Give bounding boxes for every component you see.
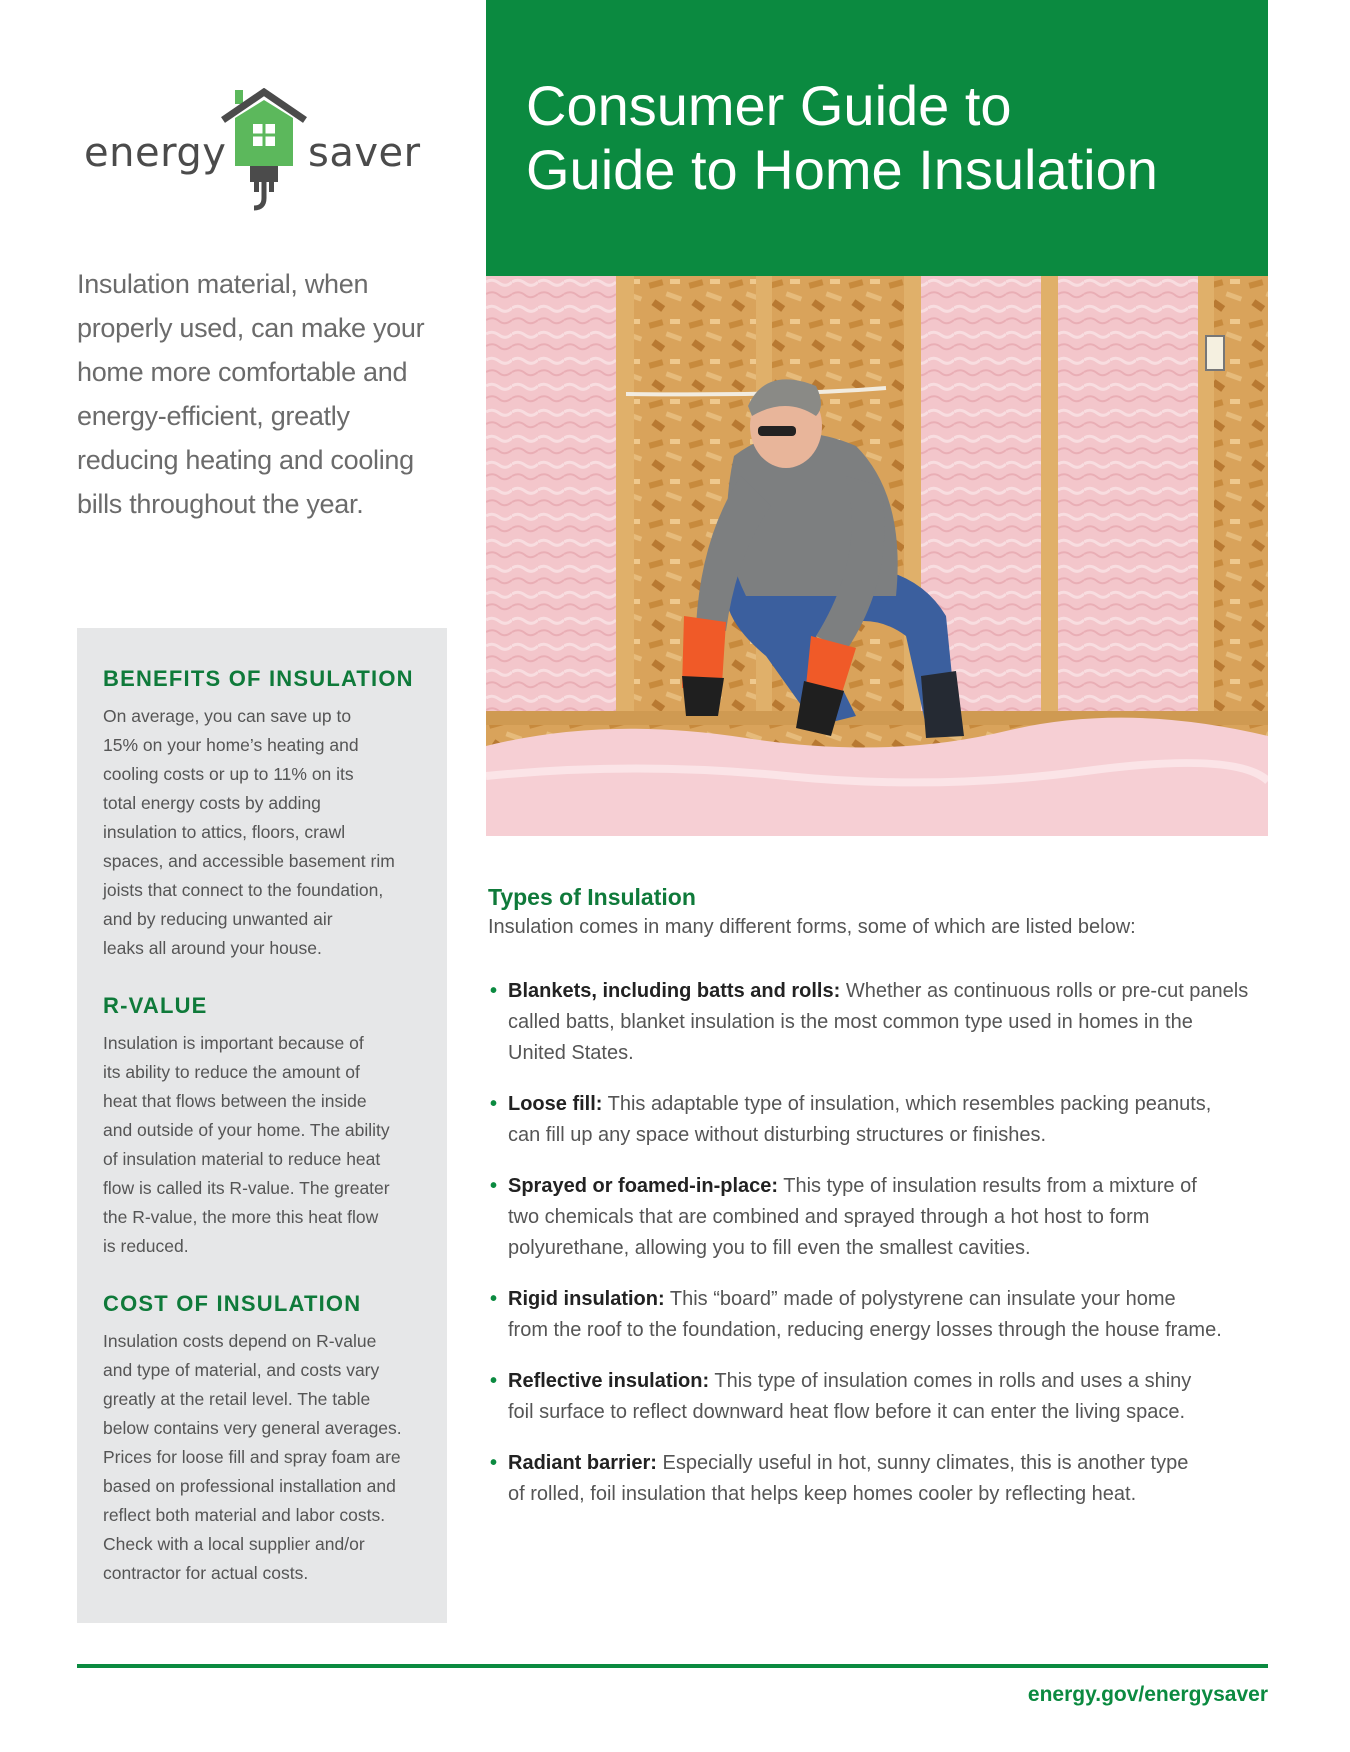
- title-line: Guide to Home Insulation: [526, 138, 1158, 201]
- text-line: Insulation is important because of: [103, 1033, 364, 1053]
- text-line: based on professional installation and: [103, 1476, 396, 1496]
- bullet: •: [490, 980, 498, 1002]
- text-line: the R-value, the more this heat flow: [103, 1207, 379, 1227]
- item-line: can fill up any space without disturbing structures or finishes.: [508, 1124, 1047, 1146]
- item-first-line: [508, 1448, 1268, 1479]
- bullet: •: [490, 1093, 498, 1115]
- text-line: reflect both material and labor costs.: [103, 1505, 386, 1525]
- item-line: of rolled, foil insulation that helps keep homes cooler by reflecting heat.: [508, 1483, 1137, 1505]
- item-line: called batts, blanket insulation is the most common type used in homes in the: [508, 1011, 1193, 1033]
- intro-line: reducing heating and cooling: [77, 445, 414, 475]
- text-line: Insulation costs depend on R-value: [103, 1331, 377, 1351]
- text-line: On average, you can save up to: [103, 706, 352, 726]
- text-line: of insulation material to reduce heat: [103, 1149, 381, 1169]
- item-line: from the roof to the foundation, reducing energy losses through the house frame.: [508, 1319, 1222, 1341]
- types-intro: Insulation comes in many different forms, some of which are listed below:: [488, 916, 1136, 938]
- item-term: Radiant barrier:: [508, 1452, 657, 1474]
- footer-link[interactable]: energy.gov/energysaver: [1027, 1683, 1268, 1706]
- intro-line: energy-efficient, greatly: [77, 401, 350, 431]
- r-value-heading: R-VALUE: [103, 993, 208, 1018]
- item-desc: This adaptable type of insulation, which resembles packing peanuts,: [602, 1093, 1212, 1115]
- intro-line: properly used, can make your: [77, 313, 425, 343]
- item-line: polyurethane, allowing you to fill even the smallest cavities.: [508, 1237, 1031, 1259]
- text-line: and by reducing unwanted air: [103, 909, 333, 929]
- man-installing-insulation-photo: [486, 276, 1268, 836]
- bullet: •: [490, 1452, 498, 1474]
- text-line: Prices for loose fill and spray foam are: [103, 1447, 401, 1467]
- intro-line: bills throughout the year.: [77, 489, 364, 519]
- text-line: joists that connect to the foundation,: [103, 880, 384, 900]
- list-item: [488, 1284, 1268, 1346]
- text-line: insulation to attics, floors, crawl: [103, 822, 346, 842]
- text-line: is reduced.: [103, 1236, 189, 1256]
- text-line: greatly at the retail level. The table: [103, 1389, 371, 1409]
- bullet: •: [490, 1288, 498, 1310]
- types-heading: Types of Insulation: [488, 884, 696, 910]
- text-line: total energy costs by adding: [103, 793, 321, 813]
- item-term: Rigid insulation:: [508, 1288, 665, 1310]
- item-desc: Whether as continuous rolls or pre-cut panels: [840, 980, 1249, 1002]
- bullet: •: [490, 1370, 498, 1392]
- title-line: Consumer Guide to: [526, 74, 1012, 137]
- sidebar-panel: [77, 628, 447, 1623]
- house-plug-icon: [221, 88, 307, 214]
- item-desc: Especially useful in hot, sunny climates, this is another type: [656, 1452, 1189, 1474]
- intro-line: home more comfortable and: [77, 357, 408, 387]
- page-title: [526, 74, 1266, 202]
- text-line: spaces, and accessible basement rim: [103, 851, 395, 871]
- item-term: Sprayed or foamed-in-place:: [508, 1175, 779, 1197]
- list-item: [488, 1089, 1268, 1151]
- title-banner: [486, 0, 1268, 276]
- text-line: below contains very general averages.: [103, 1418, 402, 1438]
- text-line: cooling costs or up to 11% on its: [103, 764, 354, 784]
- list-item: [488, 1171, 1268, 1264]
- list-item: [488, 1448, 1268, 1510]
- item-line: two chemicals that are combined and sprayed through a hot host to form: [508, 1206, 1150, 1228]
- item-desc: This “board” made of polystyrene can insulate your home: [664, 1288, 1176, 1310]
- cost-text: [103, 1327, 433, 1588]
- r-value-text: [103, 1029, 433, 1261]
- item-first-line: [508, 1366, 1268, 1397]
- footer-divider: [77, 1664, 1268, 1668]
- list-item: [488, 976, 1268, 1069]
- text-line: leaks all around your house.: [103, 938, 322, 958]
- text-line: and outside of your home. The ability: [103, 1120, 390, 1140]
- insulation-photo-illustration: [486, 276, 1268, 836]
- item-line: foil surface to reflect downward heat flow before it can enter the living space.: [508, 1401, 1186, 1423]
- item-first-line: [508, 1171, 1268, 1202]
- text-line: contractor for actual costs.: [103, 1563, 309, 1583]
- intro-paragraph: [77, 262, 437, 526]
- logo-word-energy: energy: [84, 130, 227, 176]
- benefits-heading: BENEFITS OF INSULATION: [103, 666, 414, 691]
- insulation-types-list: [488, 976, 1268, 1510]
- energy-saver-logo: [84, 88, 424, 218]
- benefits-text: [103, 702, 433, 963]
- item-term: Blankets, including batts and rolls:: [508, 980, 841, 1002]
- intro-line: Insulation material, when: [77, 269, 369, 299]
- text-line: its ability to reduce the amount of: [103, 1062, 360, 1082]
- list-item: [488, 1366, 1268, 1428]
- logo-word-saver: saver: [308, 130, 421, 176]
- bullet: •: [490, 1175, 498, 1197]
- item-term: Loose fill:: [508, 1093, 603, 1115]
- item-desc: This type of insulation comes in rolls and uses a shiny: [709, 1370, 1192, 1392]
- item-term: Reflective insulation:: [508, 1370, 710, 1392]
- text-line: flow is called its R-value. The greater: [103, 1178, 390, 1198]
- item-first-line: [508, 1284, 1268, 1315]
- text-line: heat that flows between the inside: [103, 1091, 367, 1111]
- item-first-line: [508, 976, 1268, 1007]
- item-first-line: [508, 1089, 1268, 1120]
- text-line: and type of material, and costs vary: [103, 1360, 380, 1380]
- cost-heading: COST OF INSULATION: [103, 1291, 362, 1316]
- item-desc: This type of insulation results from a mixture of: [778, 1175, 1197, 1197]
- text-line: 15% on your home’s heating and: [103, 735, 359, 755]
- item-line: United States.: [508, 1042, 634, 1064]
- text-line: Check with a local supplier and/or: [103, 1534, 365, 1554]
- sidebar-content: [103, 666, 433, 1618]
